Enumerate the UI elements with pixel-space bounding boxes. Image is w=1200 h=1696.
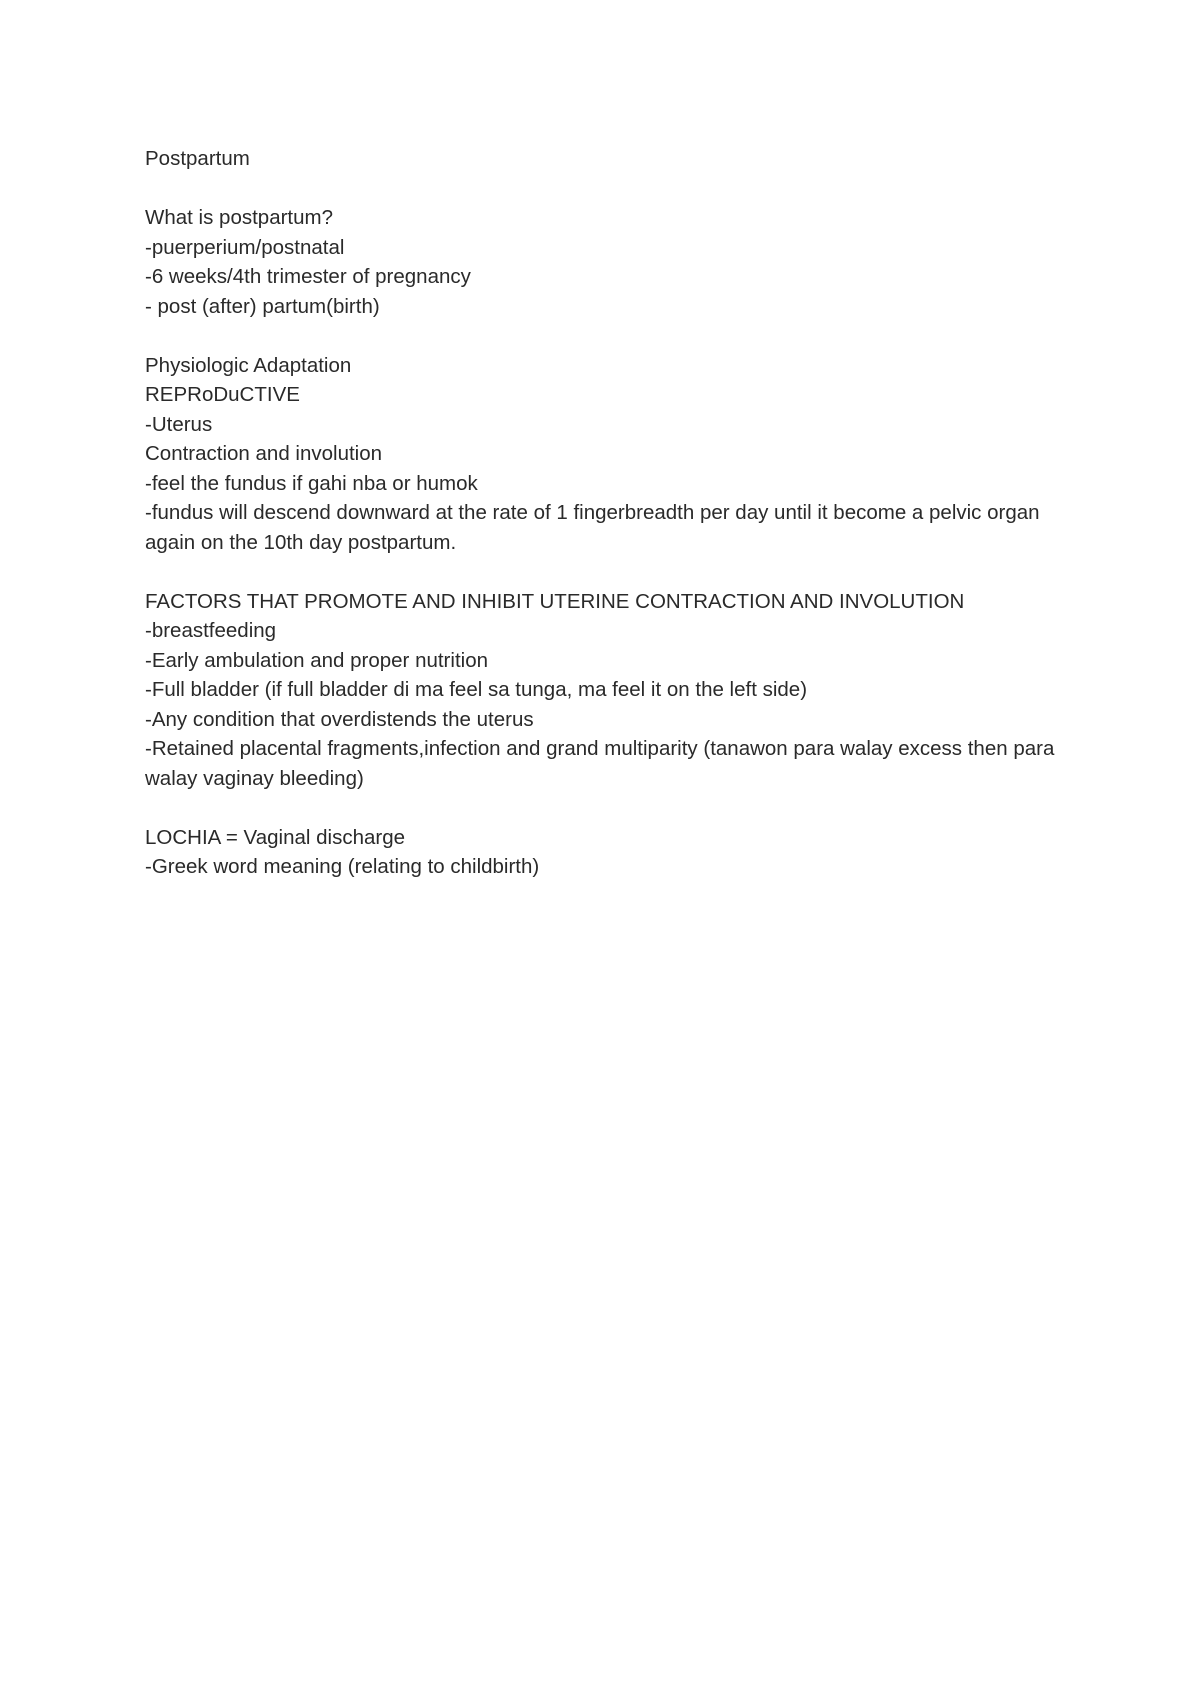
physiologic-item: -fundus will descend downward at the rate of 1 fingerbreadth per day until it become a pelvic organ again on the 10th day postpartum.	[145, 501, 1040, 554]
spacer	[145, 557, 1075, 587]
section-heading-physiologic: Physiologic Adaptation	[145, 353, 352, 377]
definition-item: - post (after) partum(birth)	[145, 294, 380, 318]
topic-label: Contraction and involution	[145, 442, 383, 465]
factor-item: -Any condition that overdistends the uterus	[145, 707, 534, 731]
definition-item: -puerperium/postnatal	[145, 235, 345, 259]
physiologic-item: -feel the fundus if gahi nba or humok	[145, 471, 478, 495]
lochia-item: -Greek word meaning (relating to childbirth)	[145, 855, 540, 878]
document-body	[145, 144, 1075, 882]
spacer	[145, 174, 1075, 204]
subheading-reproductive: REPRoDuCTIVE	[145, 383, 300, 406]
organ-label: -Uterus	[145, 412, 213, 436]
factor-item: -Early ambulation and proper nutrition	[145, 648, 488, 672]
factor-item: -Retained placental fragments,infection and grand multiparity (tanawon para walay excess then para walay vaginay bleeding)	[145, 737, 1055, 790]
spacer	[145, 793, 1075, 823]
section-heading-definition: What is postpartum?	[145, 206, 333, 229]
spacer	[145, 321, 1075, 351]
section-heading-factors: FACTORS THAT PROMOTE AND INHIBIT UTERINE CONTRACTION AND INVOLUTION	[145, 589, 965, 613]
definition-item: -6 weeks/4th trimester of pregnancy	[145, 265, 471, 288]
section-heading-lochia: LOCHIA = Vaginal discharge	[145, 825, 406, 849]
factor-item: -Full bladder (if full bladder di ma feel sa tunga, ma feel it on the left side)	[145, 678, 808, 701]
document-title: Postpartum	[145, 147, 250, 170]
factor-item: -breastfeeding	[145, 619, 277, 642]
